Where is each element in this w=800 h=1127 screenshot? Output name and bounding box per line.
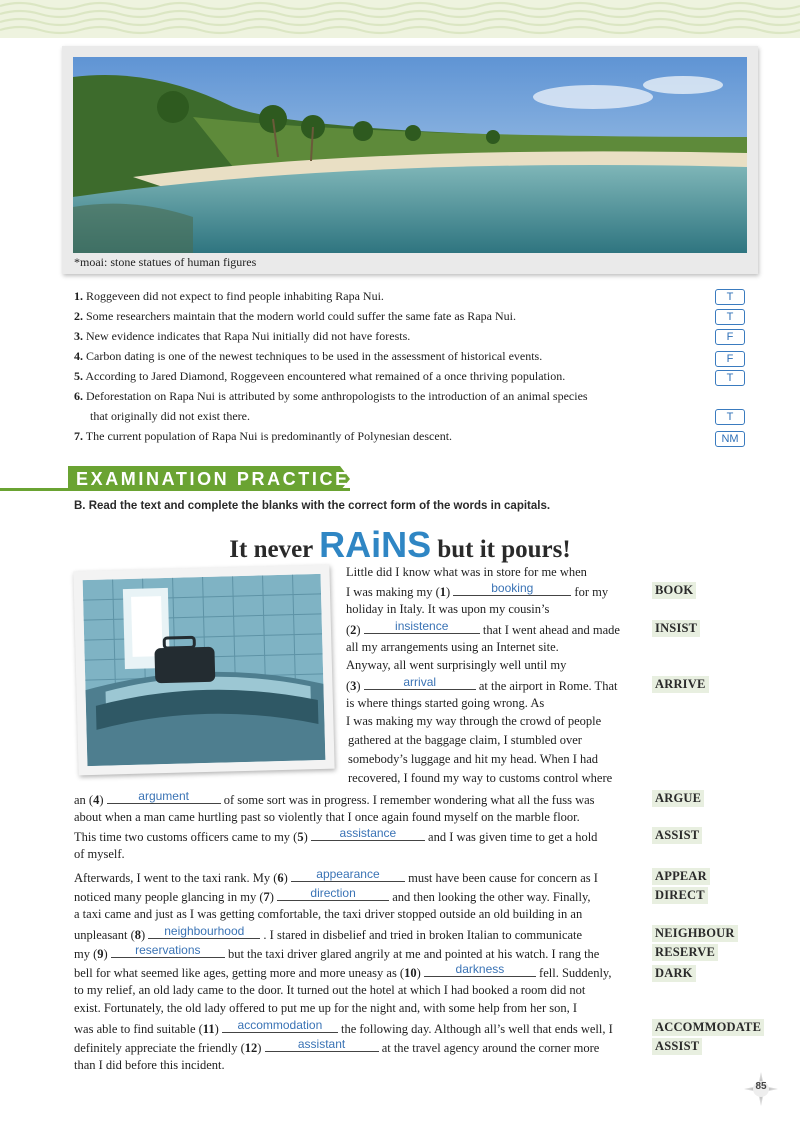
question-item: 3. New evidence indicates that Rapa Nui initially did not have forests. (74, 329, 411, 343)
passage-line: all my arrangements using an Internet site. (346, 640, 559, 654)
passage-line: is where things started going wrong. As (346, 696, 545, 710)
blank-4[interactable]: argument (107, 790, 221, 804)
blank-7[interactable]: direction (277, 887, 389, 901)
passage-line: about when a man came hurtling past so violently that I once again found myself on the marble floor. (74, 810, 580, 824)
blank-3[interactable]: arrival (364, 676, 476, 690)
blank-8[interactable]: neighbourhood (148, 925, 260, 939)
answer-box[interactable]: T (715, 370, 745, 386)
passage-line: I was making my (1) booking for my (346, 581, 609, 599)
passage-line: I was making my way through the crowd of people (346, 714, 602, 728)
passage-line: holiday in Italy. It was upon my cousin’s (346, 602, 550, 616)
question-item: 6. Deforestation on Rapa Nui is attributed by some anthropologists to the introduction of an animal species (74, 389, 588, 403)
passage-line: This time two customs officers came to my (5) assistance and I was given time to get a hold (74, 826, 598, 844)
keyword: BOOK (652, 582, 696, 599)
baggage-illustration (83, 574, 326, 766)
keyword: INSIST (652, 620, 700, 637)
keyword: ARGUE (652, 790, 704, 807)
passage-line: noticed many people glancing in my (7) direction and then looking the other way. Finally, (74, 886, 591, 904)
passage-line: to my relief, an old lady came to the door. It turned out the hotel at which I had booked a room did not (74, 983, 586, 997)
passage-line: unpleasant (8) neighbourhood . I stared in disbelief and tried in broken Italian to communicate (74, 924, 583, 942)
blank-11[interactable]: accommodation (222, 1019, 338, 1033)
question-item: 2. Some researchers maintain that the modern world could suffer the same fate as Rapa Nui. (74, 309, 516, 323)
passage-line: a taxi came and just as I was getting comfortable, the taxi driver stopped outside an old building in an (74, 907, 583, 921)
passage-line: Little did I know what was in store for me when (346, 565, 587, 579)
keyword: DIRECT (652, 887, 708, 904)
passage-line: Anyway, all went surprisingly well until my (346, 658, 567, 672)
answer-box[interactable]: T (715, 409, 745, 425)
photo-caption: *moai: stone statues of human figures (74, 255, 257, 269)
blank-2[interactable]: insistence (364, 620, 480, 634)
keyword: ASSIST (652, 1038, 702, 1055)
wave-pattern (0, 0, 800, 38)
passage-line: an (4) argument of some sort was in progress. I remember wondering what all the fuss was (74, 789, 595, 807)
question-item: 4. Carbon dating is one of the newest techniques to be used in the assessment of historical events. (74, 349, 543, 363)
decorative-header-band (0, 0, 800, 38)
exam-title: EXAMINATION PRACTICE (76, 469, 350, 489)
passage-line: (2) insistence that I went ahead and made (346, 619, 620, 637)
answer-box[interactable]: F (715, 329, 745, 345)
keyword: DARK (652, 965, 696, 982)
beach-illustration (73, 57, 747, 253)
blank-12[interactable]: assistant (265, 1038, 379, 1052)
question-item: 5. According to Jared Diamond, Roggeveen encountered what remained of a once thriving population. (74, 369, 566, 383)
passage-line: exist. Fortunately, the old lady offered to put me up for the night and, with some help from her son, I (74, 1001, 578, 1015)
blank-1[interactable]: booking (453, 582, 571, 596)
keyword: RESERVE (652, 944, 718, 961)
exam-instruction: B. Read the text and complete the blanks with the correct form of the words in capitals. (74, 500, 551, 512)
blank-9[interactable]: reservations (111, 944, 225, 958)
blank-10[interactable]: darkness (424, 963, 536, 977)
keyword: APPEAR (652, 868, 710, 885)
passage-line: gathered at the baggage claim, I stumbled over (348, 733, 582, 747)
beach-photo (62, 46, 758, 274)
answer-box[interactable]: T (715, 289, 745, 305)
passage-line: was able to find suitable (11) accommodation the following day. Although all’s well that ends well, I (74, 1018, 613, 1036)
passage-line: my (9) reservations but the taxi driver glared angrily at me and pointed at his watch. I rang the (74, 943, 600, 961)
passage-line: of myself. (74, 847, 125, 861)
blank-5[interactable]: assistance (311, 827, 425, 841)
question-item: 7. The current population of Rapa Nui is predominantly of Polynesian descent. (74, 429, 453, 443)
keyword: ASSIST (652, 827, 702, 844)
passage-line: (3) arrival at the airport in Rome. That (346, 675, 618, 693)
blank-6[interactable]: appearance (291, 868, 405, 882)
answer-box[interactable]: T (715, 309, 745, 325)
answer-box[interactable]: NM (715, 431, 745, 447)
rains-word: RAiNS (319, 524, 432, 565)
page-number: 85 (755, 1081, 767, 1092)
keyword: ARRIVE (652, 676, 709, 693)
question-item-continuation: that originally did not exist there. (90, 409, 250, 423)
passage-line: than I did before this incident. (74, 1058, 225, 1072)
passage-line: bell for what seemed like ages, getting more and more uneasy as (10) darkness fell. Suddenly, (74, 962, 612, 980)
answer-box[interactable]: F (715, 351, 745, 367)
passage-line: somebody’s luggage and hit my head. When I had (348, 752, 599, 766)
question-item: 1. Roggeveen did not expect to find people inhabiting Rapa Nui. (74, 289, 384, 303)
keyword: NEIGHBOUR (652, 925, 738, 942)
story-title: It never RAiNS but it pours! (229, 524, 571, 565)
baggage-claim-photo (73, 565, 334, 776)
keyword: ACCOMMODATE (652, 1019, 764, 1036)
passage-line: recovered, I found my way to customs control where (348, 771, 613, 785)
passage-line: Afterwards, I went to the taxi rank. My (6) appearance must have been cause for concern as I (74, 867, 598, 885)
passage-line: definitely appreciate the friendly (12) assistant at the travel agency around the corner more (74, 1037, 600, 1055)
